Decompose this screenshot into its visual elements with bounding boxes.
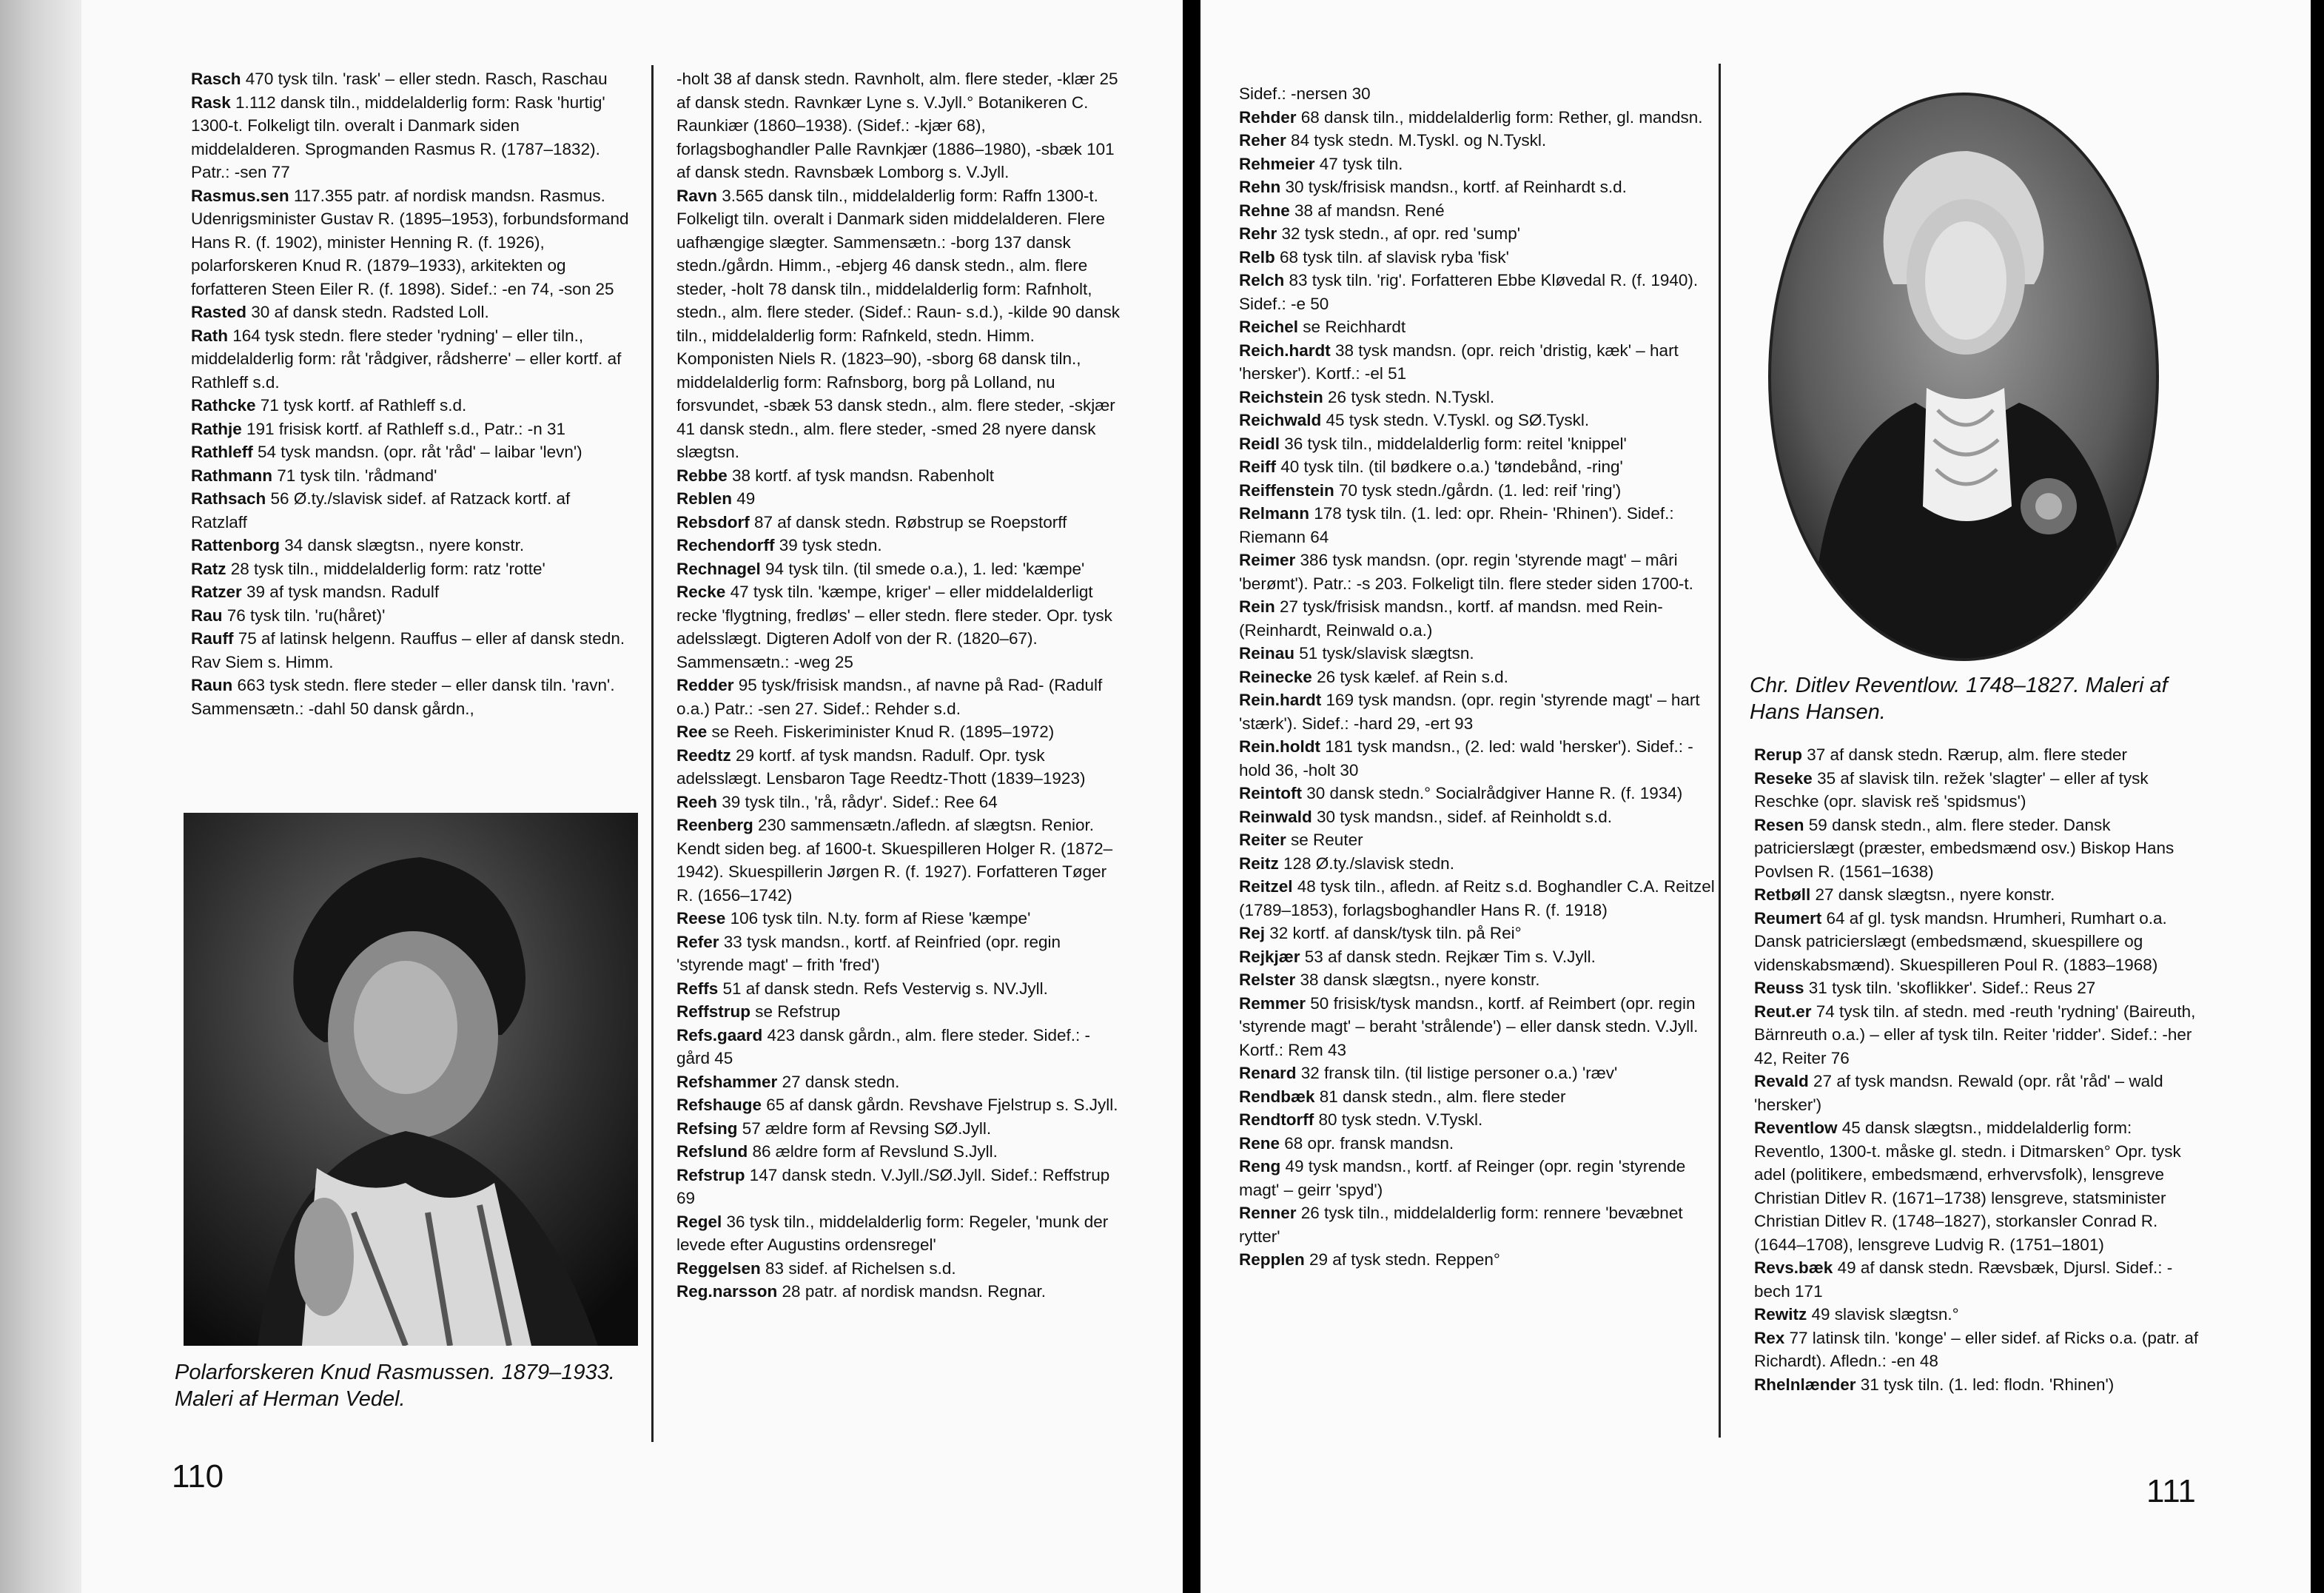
entry-text: 470 tysk tiln. 'rask' – eller stedn. Rasch, Raschau: [241, 70, 608, 88]
book-spine: [1183, 0, 1200, 1593]
dictionary-entry: [1239, 642, 1717, 665]
entry-headword: Rein: [1239, 597, 1275, 616]
dictionary-entry: [676, 720, 1121, 744]
entry-headword: Ratz: [191, 559, 226, 578]
entry-headword: Relch: [1239, 271, 1285, 289]
dictionary-entry: [191, 324, 629, 395]
entry-headword: Reinau: [1239, 644, 1295, 663]
entry-headword: Reggelsen: [676, 1258, 761, 1278]
entry-text: 106 tysk tiln. N.ty. form af Riese 'kæmpe': [725, 909, 1031, 928]
dictionary-entry: [676, 464, 1121, 488]
entry-text: 27 tysk/frisisk mandsn., kortf. af mandsn. med Rein- (Reinhardt, Reinwald o.a.): [1239, 597, 1663, 640]
entry-text: 386 tysk mandsn. (opr. regin 'styrende magt' – mâri 'berømt'). Patr.: -s 203. Folkeligt tiln. flere steder siden 1700-t.: [1239, 551, 1693, 593]
entry-text: se Refstrup: [750, 1002, 841, 1021]
entry-text: 27 dansk stedn.: [777, 1072, 900, 1091]
entry-headword: Rerup: [1754, 745, 1803, 764]
entry-text: 54 tysk mandsn. (opr. råt 'råd' – laibar 'levn'): [252, 443, 582, 461]
dictionary-entry: [1239, 175, 1717, 199]
entry-headword: Reese: [676, 909, 726, 928]
entry-headword: Rehmeier: [1239, 154, 1315, 173]
dictionary-entry: [1239, 945, 1717, 969]
dictionary-entry: [1239, 875, 1717, 922]
entry-headword: Reut.er: [1754, 1002, 1812, 1021]
dictionary-entry: [1239, 129, 1717, 152]
entry-text: 32 kortf. af dansk/tysk tiln. på Rei°: [1265, 924, 1522, 942]
dictionary-entry: [676, 930, 1121, 977]
dictionary-entry: [191, 440, 629, 464]
entry-text: 38 af mandsn. René: [1289, 201, 1445, 220]
dictionary-entry: [1239, 1201, 1717, 1248]
entry-text: 31 tysk tiln. 'skoflikker'. Sidef.: Reus 27: [1804, 979, 2096, 997]
entry-text: 37 af dansk stedn. Rærup, alm. flere steder: [1802, 745, 2127, 764]
dictionary-entry: [1239, 82, 1717, 106]
dictionary-entry: [676, 1210, 1121, 1257]
entry-headword: Reedtz: [676, 745, 731, 765]
entry-text: 59 dansk stedn., alm. flere steder. Dansk patricierslægt (præster, embedsmænd osv.) Biskop Hans Povlsen R. (1561–1638): [1754, 815, 2174, 881]
dictionary-entry: [676, 487, 1121, 511]
entry-headword: Refer: [676, 932, 719, 951]
dictionary-entry: [676, 791, 1121, 814]
dictionary-entry: [1239, 386, 1717, 409]
entry-text: 36 tysk tiln., middelalderlig form: reitel 'knippel': [1280, 434, 1627, 453]
entry-text: 45 tysk stedn. V.Tyskl. og SØ.Tyskl.: [1321, 411, 1590, 429]
dictionary-entry: [1239, 665, 1717, 689]
entry-text: 33 tysk mandsn., kortf. af Reinfried (opr. regin 'styrende magt' – frith 'fred'): [676, 932, 1061, 974]
dictionary-entry: [676, 184, 1121, 464]
dictionary-entry: [1239, 992, 1717, 1062]
entry-headword: Reintoft: [1239, 784, 1302, 802]
dictionary-entry: [191, 534, 629, 557]
dictionary-entry: [1239, 782, 1717, 805]
entry-text: 51 tysk/slavisk slægtsn.: [1294, 644, 1474, 663]
entry-headword: Rauff: [191, 629, 234, 648]
entry-headword: Refslund: [676, 1142, 748, 1161]
dictionary-entry: [1754, 976, 2200, 1000]
dictionary-entry: [1754, 743, 2200, 767]
entry-text: 50 frisisk/tysk mandsn., kortf. af Reimbert (opr. regin 'styrende magt' – beraht 'strålende') – eller dansk stedn. V.Jyll. Kortf.: Rem 43: [1239, 993, 1699, 1059]
entry-headword: Rehn: [1239, 178, 1281, 196]
dictionary-entry: [676, 1000, 1121, 1024]
dictionary-entry: [1239, 595, 1717, 642]
entry-headword: Refstrup: [676, 1165, 745, 1184]
entry-headword: Reenberg: [676, 816, 753, 834]
caption-line: Maleri af Herman Vedel.: [175, 1387, 406, 1411]
entry-text: 117.355 patr. af nordisk mandsn. Rasmus. Udenrigsminister Gustav R. (1895–1953), forbundsformand Hans R. (f. 1902), minister Henning R. (f. 1926), polarforskeren Knud R. (1879–1933), arkitekten og forfatteren Steen Eiler R. (f. 1898). Sidef.: -en 74, -son 25: [191, 186, 629, 298]
entry-text: 57 ældre form af Revsing SØ.Jyll.: [737, 1119, 992, 1138]
dictionary-entry: [1754, 907, 2200, 977]
entry-headword: Rendbæk: [1239, 1087, 1315, 1106]
dictionary-entry: [1754, 814, 2200, 884]
dictionary-entry: [1754, 1256, 2200, 1303]
entry-headword: Rebsdorf: [676, 512, 750, 531]
entry-headword: Reitzel: [1239, 877, 1293, 896]
entry-text: 31 tysk tiln. (1. led: flodn. 'Rhinen'): [1855, 1375, 2115, 1394]
entry-headword: Rebbe: [676, 466, 728, 485]
dictionary-entry: [1239, 409, 1717, 432]
entry-headword: Refshammer: [676, 1072, 778, 1091]
dictionary-entry: [1239, 1085, 1717, 1109]
right-column-2: [1754, 743, 2200, 1396]
entry-text: 38 tysk mandsn. (opr. reich 'dristig, kæk' – hart 'hersker'). Kortf.: -el 51: [1239, 341, 1679, 383]
entry-text: 49 tysk mandsn., kortf. af Reinger (opr. regin 'styrende magt' – geirr 'spyd'): [1239, 1157, 1686, 1199]
caption-line: Hans Hansen.: [1750, 700, 1886, 724]
dictionary-entry: [1239, 1132, 1717, 1156]
dictionary-entry: [1239, 432, 1717, 456]
entry-text: 76 tysk tiln. 'ru(håret)': [222, 606, 386, 625]
dictionary-entry: [676, 67, 1121, 184]
entry-headword: Reichel: [1239, 318, 1299, 336]
dictionary-entry: [191, 394, 629, 417]
entry-text: 30 af dansk stedn. Radsted Loll.: [246, 303, 489, 321]
entry-text: 38 dansk slægtsn., nyere konstr.: [1295, 970, 1540, 989]
entry-headword: Reher: [1239, 131, 1286, 150]
entry-text: 47 tysk tiln.: [1314, 154, 1403, 173]
entry-headword: Rathsach: [191, 489, 266, 508]
entry-headword: Reiter: [1239, 831, 1286, 849]
dictionary-entry: [1239, 828, 1717, 852]
entry-text: se Reuter: [1286, 831, 1363, 849]
dictionary-entry: [1239, 549, 1717, 595]
entry-text: -holt 38 af dansk stedn. Ravnholt, alm. flere steder, -klær 25 af dansk stedn. Ravnkær Lyne s. V.Jyll.° Botanikeren C. Raunkiær (1860–1938). (Sidef.: -kjær 68), forlagsboghandler Palle Ravnkjær (1886–1980), -sbæk 101 af dansk stedn. Ravnsbæk Lomborg s. V.Jyll.: [676, 70, 1118, 181]
entry-headword: Rhelnlænder: [1754, 1375, 1856, 1394]
dictionary-entry: [1239, 688, 1717, 735]
entry-text: 26 tysk kælef. af Rein s.d.: [1312, 667, 1508, 686]
entry-headword: Reblen: [676, 489, 733, 508]
entry-text: se Reichhardt: [1298, 318, 1406, 336]
entry-headword: Reuss: [1754, 979, 1804, 997]
entry-headword: Remmer: [1239, 993, 1306, 1013]
entry-text: 75 af latinsk helgenn. Rauffus – eller af dansk stedn. Rav Siem s. Himm.: [191, 629, 625, 671]
dictionary-entry: [1239, 152, 1717, 176]
entry-headword: Refs.gaard: [676, 1025, 763, 1044]
entry-text: 49 slavisk slægtsn.°: [1807, 1305, 1959, 1324]
entry-headword: Refshauge: [676, 1096, 762, 1114]
entry-text: 71 tysk tiln. 'rådmand': [272, 466, 437, 485]
entry-text: 47 tysk tiln. 'kæmpe, kriger' – eller middelalderligt recke 'flygtning, fredløs' – eller stedn. flere steder. Opr. tysk adelsslægt. Digteren Adolf von der R. (1820–67). Sammensætn.: -weg 25: [676, 583, 1112, 671]
entry-headword: Rehder: [1239, 107, 1297, 127]
entry-headword: Rehne: [1239, 201, 1290, 220]
entry-headword: Relster: [1239, 970, 1296, 989]
dictionary-entry: [1239, 1108, 1717, 1132]
entry-text: 39 tysk tiln., 'rå, rådyr'. Sidef.: Ree 64: [717, 792, 998, 811]
entry-headword: Rathje: [191, 419, 242, 438]
entry-text: 30 tysk mandsn., sidef. af Reinholdt s.d.: [1312, 807, 1612, 826]
dictionary-entry: [191, 674, 629, 720]
entry-text: 26 tysk tiln., middelalderlig form: rennere 'bevæbnet rytter': [1239, 1204, 1683, 1246]
dictionary-entry: [191, 487, 629, 534]
dictionary-entry: [191, 464, 629, 488]
dictionary-entry: [1239, 315, 1717, 339]
entry-headword: Rathmann: [191, 466, 273, 485]
dictionary-entry: [1239, 968, 1717, 992]
entry-text: 35 af slavisk tiln. režek 'slagter' – eller af tysk Reschke (opr. slavisk reš 'spidsmus'): [1754, 768, 2149, 811]
entry-text: 51 af dansk stedn. Refs Vestervig s. NV.Jyll.: [718, 979, 1048, 998]
entry-headword: Rechnagel: [676, 559, 761, 578]
entry-text: 48 tysk tiln., afledn. af Reitz s.d. Boghandler C.A. Reitzel (1789–1853), forlagsboghandler Hans R. (f. 1918): [1239, 877, 1715, 919]
entry-headword: Rendtorff: [1239, 1110, 1314, 1129]
dictionary-entry: [1239, 199, 1717, 223]
right-column-1: [1239, 82, 1717, 1272]
entry-headword: Reich.hardt: [1239, 341, 1331, 360]
dictionary-entry: [1239, 455, 1717, 479]
dictionary-entry: [191, 580, 629, 604]
entry-text: 56 Ø.ty./slavisk sidef. af Ratzack kortf. af Ratzlaff: [191, 489, 571, 531]
entry-headword: Refsing: [676, 1119, 738, 1138]
entry-text: 147 dansk stedn. V.Jyll./SØ.Jyll. Sidef.: Reffstrup 69: [676, 1165, 1110, 1207]
entry-headword: Revs.bæk: [1754, 1258, 1833, 1277]
entry-headword: Ratzer: [191, 583, 242, 601]
entry-headword: Rein.holdt: [1239, 737, 1320, 756]
entry-headword: Reg.narsson: [676, 1282, 778, 1301]
entry-text: 28 tysk tiln., middelalderlig form: ratz 'rotte': [226, 559, 545, 578]
entry-headword: Revald: [1754, 1072, 1809, 1090]
dictionary-entry: [676, 1117, 1121, 1141]
dictionary-entry: [676, 814, 1121, 907]
dictionary-entry: [676, 1280, 1121, 1304]
dictionary-entry: [1239, 1062, 1717, 1085]
entry-text: 45 dansk slægtsn., middelalderlig form: Reventlo, 1300-t. måske gl. stedn. i Ditmarsken° Opr. tysk adel (politikere, embedsmænd, erhvervsfolk), lensgreve Christian Ditlev R. (1671–1738) lensgreve, statsminister Christian Ditlev R. (1748–1827), storkansler Conrad R.(1644–1708), lensgreve Ludvig R. (1751–1801): [1754, 1119, 2181, 1254]
dictionary-entry: [1754, 1000, 2200, 1070]
entry-text: 83 sidef. af Richelsen s.d.: [760, 1258, 956, 1278]
entry-headword: Relmann: [1239, 504, 1310, 523]
right-page: [1200, 0, 2311, 1593]
entry-text: 53 af dansk stedn. Rejkær Tim s. V.Jyll.: [1300, 947, 1596, 966]
entry-headword: Reichstein: [1239, 387, 1323, 406]
dictionary-entry: [1239, 479, 1717, 503]
entry-text: 128 Ø.ty./slavisk stedn.: [1278, 853, 1454, 873]
dictionary-entry: [676, 1257, 1121, 1281]
dictionary-entry: [1239, 852, 1717, 876]
entry-text: 32 fransk tiln. (til listige personer o.a.) 'ræv': [1296, 1064, 1618, 1082]
entry-headword: Rath: [191, 326, 228, 345]
dictionary-entry: [1239, 735, 1717, 782]
entry-text: 663 tysk stedn. flere steder – eller dansk tiln. 'ravn'. Sammensætn.: -dahl 50 dansk gårdn.,: [191, 676, 615, 718]
entry-headword: Ree: [676, 722, 708, 741]
dictionary-entry: [676, 511, 1121, 534]
page-number: 111: [2146, 1473, 2196, 1509]
dictionary-entry: [191, 91, 629, 184]
entry-headword: Rask: [191, 93, 231, 112]
entry-text: 26 tysk stedn. N.Tyskl.: [1323, 387, 1495, 406]
dictionary-entry: [1239, 106, 1717, 130]
entry-headword: Reichwald: [1239, 411, 1322, 429]
dictionary-entry: [676, 1024, 1121, 1070]
dictionary-entry: [191, 604, 629, 628]
entry-text: 64 af gl. tysk mandsn. Hrumheri, Rumhart o.a. Dansk patricierslægt (embedsmænd, skuespillere og videnskabsmænd). Skuespilleren Poul R. (1883–1968): [1754, 908, 2167, 974]
entry-headword: Repplen: [1239, 1250, 1305, 1269]
entry-headword: Rejkjær: [1239, 947, 1300, 966]
entry-headword: Rau: [191, 606, 223, 625]
entry-headword: Rasted: [191, 303, 247, 321]
entry-headword: Reng: [1239, 1157, 1281, 1176]
entry-headword: Reinecke: [1239, 667, 1312, 686]
dictionary-entry: [191, 417, 629, 441]
dictionary-entry: [676, 580, 1121, 674]
dictionary-entry: [676, 907, 1121, 930]
column-divider: [1719, 64, 1721, 1438]
dictionary-entry: [1239, 222, 1717, 246]
left-image-caption: [175, 1359, 648, 1412]
entry-headword: Renner: [1239, 1204, 1297, 1222]
caption-line: Polarforskeren Knud Rasmussen. 1879–1933.: [175, 1361, 615, 1384]
entry-headword: Reiff: [1239, 457, 1276, 476]
right-image-caption: [1750, 672, 2223, 725]
dictionary-entry: [1239, 502, 1717, 549]
entry-text: 38 kortf. af tysk mandsn. Rabenholt: [727, 466, 994, 485]
entry-text: 34 dansk slægtsn., nyere konstr.: [280, 536, 525, 554]
entry-headword: Renard: [1239, 1064, 1297, 1082]
entry-text: 164 tysk stedn. flere steder 'rydning' – eller tiln., middelalderlig form: råt 'rådgiver, rådsherre' – eller kortf. af Rathleff s.d.: [191, 326, 622, 392]
entry-headword: Reventlow: [1754, 1119, 1838, 1137]
entry-text: 49 af dansk stedn. Rævsbæk, Djursl. Sidef.: -bech 171: [1754, 1258, 2173, 1301]
entry-text: 74 tysk tiln. af stedn. med -reuth 'rydning' (Baireuth, Bärnreuth o.a.) – eller af tysk tiln. Reiter 'ridder'. Sidef.: -her 42, Reiter 76: [1754, 1002, 2196, 1067]
dictionary-entry: [1239, 269, 1717, 315]
entry-headword: Rathcke: [191, 396, 256, 415]
dictionary-entry: [1754, 1303, 2200, 1327]
entry-headword: Reiffenstein: [1239, 480, 1334, 500]
dictionary-entry: [676, 977, 1121, 1001]
dictionary-entry: [676, 1140, 1121, 1164]
dictionary-entry: [1239, 1248, 1717, 1272]
entry-text: 80 tysk stedn. V.Tyskl.: [1314, 1110, 1483, 1129]
dictionary-entry: [1239, 339, 1717, 386]
entry-headword: Rechendorff: [676, 536, 775, 554]
entry-text: 87 af dansk stedn. Røbstrup se Roepstorff: [749, 512, 1067, 531]
dictionary-entry: [191, 67, 629, 91]
entry-text: 40 tysk tiln. (til bødkere o.a.) 'tøndebånd, -ring': [1276, 457, 1623, 476]
entry-text: 27 af tysk mandsn. Rewald (opr. råt 'råd' – wald 'hersker'): [1754, 1072, 2163, 1114]
entry-text: 83 tysk tiln. 'rig'. Forfatteren Ebbe Kløvedal R. (f. 1940). Sidef.: -e 50: [1239, 271, 1699, 313]
dictionary-entry: [676, 674, 1121, 720]
dictionary-entry: [676, 1164, 1121, 1210]
entry-text: 30 tysk/frisisk mandsn., kortf. af Reinhardt s.d.: [1280, 178, 1627, 196]
entry-headword: Reffstrup: [676, 1002, 750, 1021]
dictionary-entry: [1754, 767, 2200, 814]
entry-text: 3.565 dansk tiln., middelalderlig form: Raffn 1300-t. Folkeligt tiln. overalt i Danmark siden middelalderen. Flere uafhængige slægter. Sammensætn.: -borg 137 dansk stedn./gårdn. Himm., -ebjerg 46 dansk stedn., alm. flere steder, -holt 78 dansk tiln., middelalderlig form: Rafnholt, stedn., alm. flere steder. (Sidef.: Raun- s.d.), -kilde 90 dansk tiln., middelalderlig form: Rafnkeld, stedn. Himm. Komponisten Niels R. (1823–90), -sborg 68 dansk tiln., middelalderlig form: Rafnsborg, borg på Lolland, nu forsvundet, -sbæk 53 dansk stedn., alm. flere steder, -skjær 41 dansk stedn., alm. flere steder, -smed 28 nyere dansk slægtsn.: [676, 186, 1121, 461]
dictionary-entry: [676, 534, 1121, 557]
caption-line: Chr. Ditlev Reventlow. 1748–1827. Maleri af: [1750, 674, 2168, 697]
entry-text: 169 tysk mandsn. (opr. regin 'styrende magt' – hart 'stærk'). Sidef.: -hard 29, -ert 93: [1239, 691, 1700, 733]
left-column-2: [676, 67, 1121, 1304]
entry-headword: Regel: [676, 1212, 722, 1231]
entry-headword: Reimer: [1239, 551, 1296, 569]
dictionary-entry: [1754, 1070, 2200, 1116]
entry-headword: Reumert: [1754, 908, 1822, 928]
entry-text: 1.112 dansk tiln., middelalderlig form: Rask 'hurtig' 1300-t. Folkeligt tiln. overalt i Danmark siden middelalderen. Sprogmanden Rasmus R. (1787–1832). Patr.: -sen 77: [191, 93, 605, 181]
portrait-knud-rasmussen: [184, 813, 638, 1346]
entry-headword: Reidl: [1239, 434, 1280, 453]
entry-text: 36 tysk tiln., middelalderlig form: Regeler, 'munk der levede efter Augustins ordensregel': [676, 1212, 1109, 1254]
entry-headword: Reseke: [1754, 768, 1813, 788]
entry-headword: Redder: [676, 676, 734, 694]
entry-headword: Rex: [1754, 1328, 1785, 1347]
entry-text: 423 dansk gårdn., alm. flere steder. Sidef.: -gård 45: [676, 1025, 1091, 1067]
portrait-reventlow: [1767, 92, 2160, 662]
entry-headword: Reinwald: [1239, 807, 1312, 826]
entry-text: 68 opr. fransk mandsn.: [1280, 1133, 1454, 1153]
entry-headword: Rattenborg: [191, 536, 280, 554]
entry-headword: Rene: [1239, 1133, 1280, 1153]
dictionary-entry: [1239, 922, 1717, 945]
dictionary-entry: [676, 1093, 1121, 1117]
page-number: 110: [172, 1458, 224, 1495]
entry-text: 81 dansk stedn., alm. flere steder: [1314, 1087, 1566, 1106]
entry-headword: Rewitz: [1754, 1305, 1807, 1324]
entry-text: 68 dansk tiln., middelalderlig form: Rether, gl. mandsn.: [1296, 107, 1703, 127]
dictionary-entry: [191, 557, 629, 581]
dictionary-entry: [1239, 246, 1717, 269]
entry-text: 71 tysk kortf. af Rathleff s.d.: [255, 396, 467, 415]
entry-text: 39 tysk stedn.: [774, 536, 882, 554]
entry-headword: Rasmus.sen: [191, 186, 289, 205]
entry-text: 27 dansk slægtsn., nyere konstr.: [1810, 885, 2055, 904]
entry-headword: Reeh: [676, 792, 718, 811]
entry-text: 30 dansk stedn.° Socialrådgiver Hanne R. (f. 1934): [1301, 784, 1683, 802]
entry-text: Sidef.: -nersen 30: [1239, 84, 1371, 103]
entry-text: 28 patr. af nordisk mandsn. Regnar.: [777, 1282, 1047, 1301]
entry-text: 178 tysk tiln. (1. led: opr. Rhein- 'Rhinen'). Sidef.: Riemann 64: [1239, 504, 1674, 546]
entry-headword: Rehr: [1239, 224, 1277, 243]
entry-text: 65 af dansk gårdn. Revshave Fjelstrup s. S.Jyll.: [762, 1096, 1118, 1114]
entry-headword: Rasch: [191, 70, 241, 88]
entry-headword: Resen: [1754, 815, 1804, 834]
dictionary-entry: [1239, 1155, 1717, 1201]
dictionary-entry: [191, 301, 629, 324]
entry-headword: Rej: [1239, 924, 1266, 942]
column-divider: [651, 65, 654, 1442]
entry-text: 29 af tysk stedn. Reppen°: [1304, 1250, 1500, 1269]
entry-text: 230 sammensætn./afledn. af slægtsn. Renior. Kendt siden beg. af 1600-t. Skuespilleren Holger R. (1872–1942). Skuespillerin Jørgen R. (f. 1927). Forfatteren Tøger R. (1656–1742): [676, 816, 1113, 905]
entry-headword: Retbøll: [1754, 885, 1811, 904]
entry-headword: Reffs: [676, 979, 719, 998]
entry-text: 32 tysk stedn., af opr. red 'sump': [1277, 224, 1521, 243]
dictionary-entry: [676, 1070, 1121, 1094]
dictionary-entry: [1754, 1327, 2200, 1373]
entry-headword: Raun: [191, 676, 233, 694]
entry-text: 191 frisisk kortf. af Rathleff s.d., Patr.: -n 31: [241, 419, 566, 438]
entry-headword: Relb: [1239, 247, 1275, 266]
dictionary-entry: [1754, 1373, 2200, 1397]
dictionary-entry: [676, 744, 1121, 791]
dictionary-entry: [676, 557, 1121, 581]
entry-headword: Rein.hardt: [1239, 691, 1322, 709]
left-column-1: [191, 67, 629, 720]
entry-text: 84 tysk stedn. M.Tyskl. og N.Tyskl.: [1286, 131, 1547, 150]
entry-text: 68 tysk tiln. af slavisk ryba 'fisk': [1274, 247, 1509, 266]
entry-text: 49: [732, 489, 756, 508]
dictionary-entry: [1754, 883, 2200, 907]
entry-text: 70 tysk stedn./gårdn. (1. led: reif 'ring'): [1334, 480, 1622, 500]
entry-headword: Ravn: [676, 186, 718, 205]
entry-text: 181 tysk mandsn., (2. led: wald 'hersker'). Sidef.: -hold 36, -holt 30: [1239, 737, 1693, 779]
entry-headword: Recke: [676, 583, 726, 601]
dictionary-entry: [1754, 1116, 2200, 1256]
entry-headword: Reitz: [1239, 853, 1279, 873]
entry-text: 77 latinsk tiln. 'konge' – eller sidef. af Ricks o.a. (patr. af Richardt). Afledn.: -en 48: [1754, 1328, 2199, 1370]
entry-text: 94 tysk tiln. (til smede o.a.), 1. led: 'kæmpe': [760, 559, 1085, 578]
entry-text: se Reeh. Fiskeriminister Knud R. (1895–1972): [707, 722, 1055, 741]
entry-text: 86 ældre form af Revslund S.Jyll.: [748, 1142, 998, 1161]
dictionary-entry: [191, 184, 629, 301]
entry-text: 95 tysk/frisisk mandsn., af navne på Rad- (Radulf o.a.) Patr.: -sen 27. Sidef.: Rehder s.d.: [676, 676, 1103, 718]
entry-text: 39 af tysk mandsn. Radulf: [241, 583, 440, 601]
dictionary-entry: [1239, 805, 1717, 829]
entry-text: 29 kortf. af tysk mandsn. Radulf. Opr. tysk adelsslægt. Lensbaron Tage Reedtz-Thott (1839–1923): [676, 745, 1086, 788]
dictionary-entry: [191, 627, 629, 674]
entry-headword: Rathleff: [191, 443, 253, 461]
